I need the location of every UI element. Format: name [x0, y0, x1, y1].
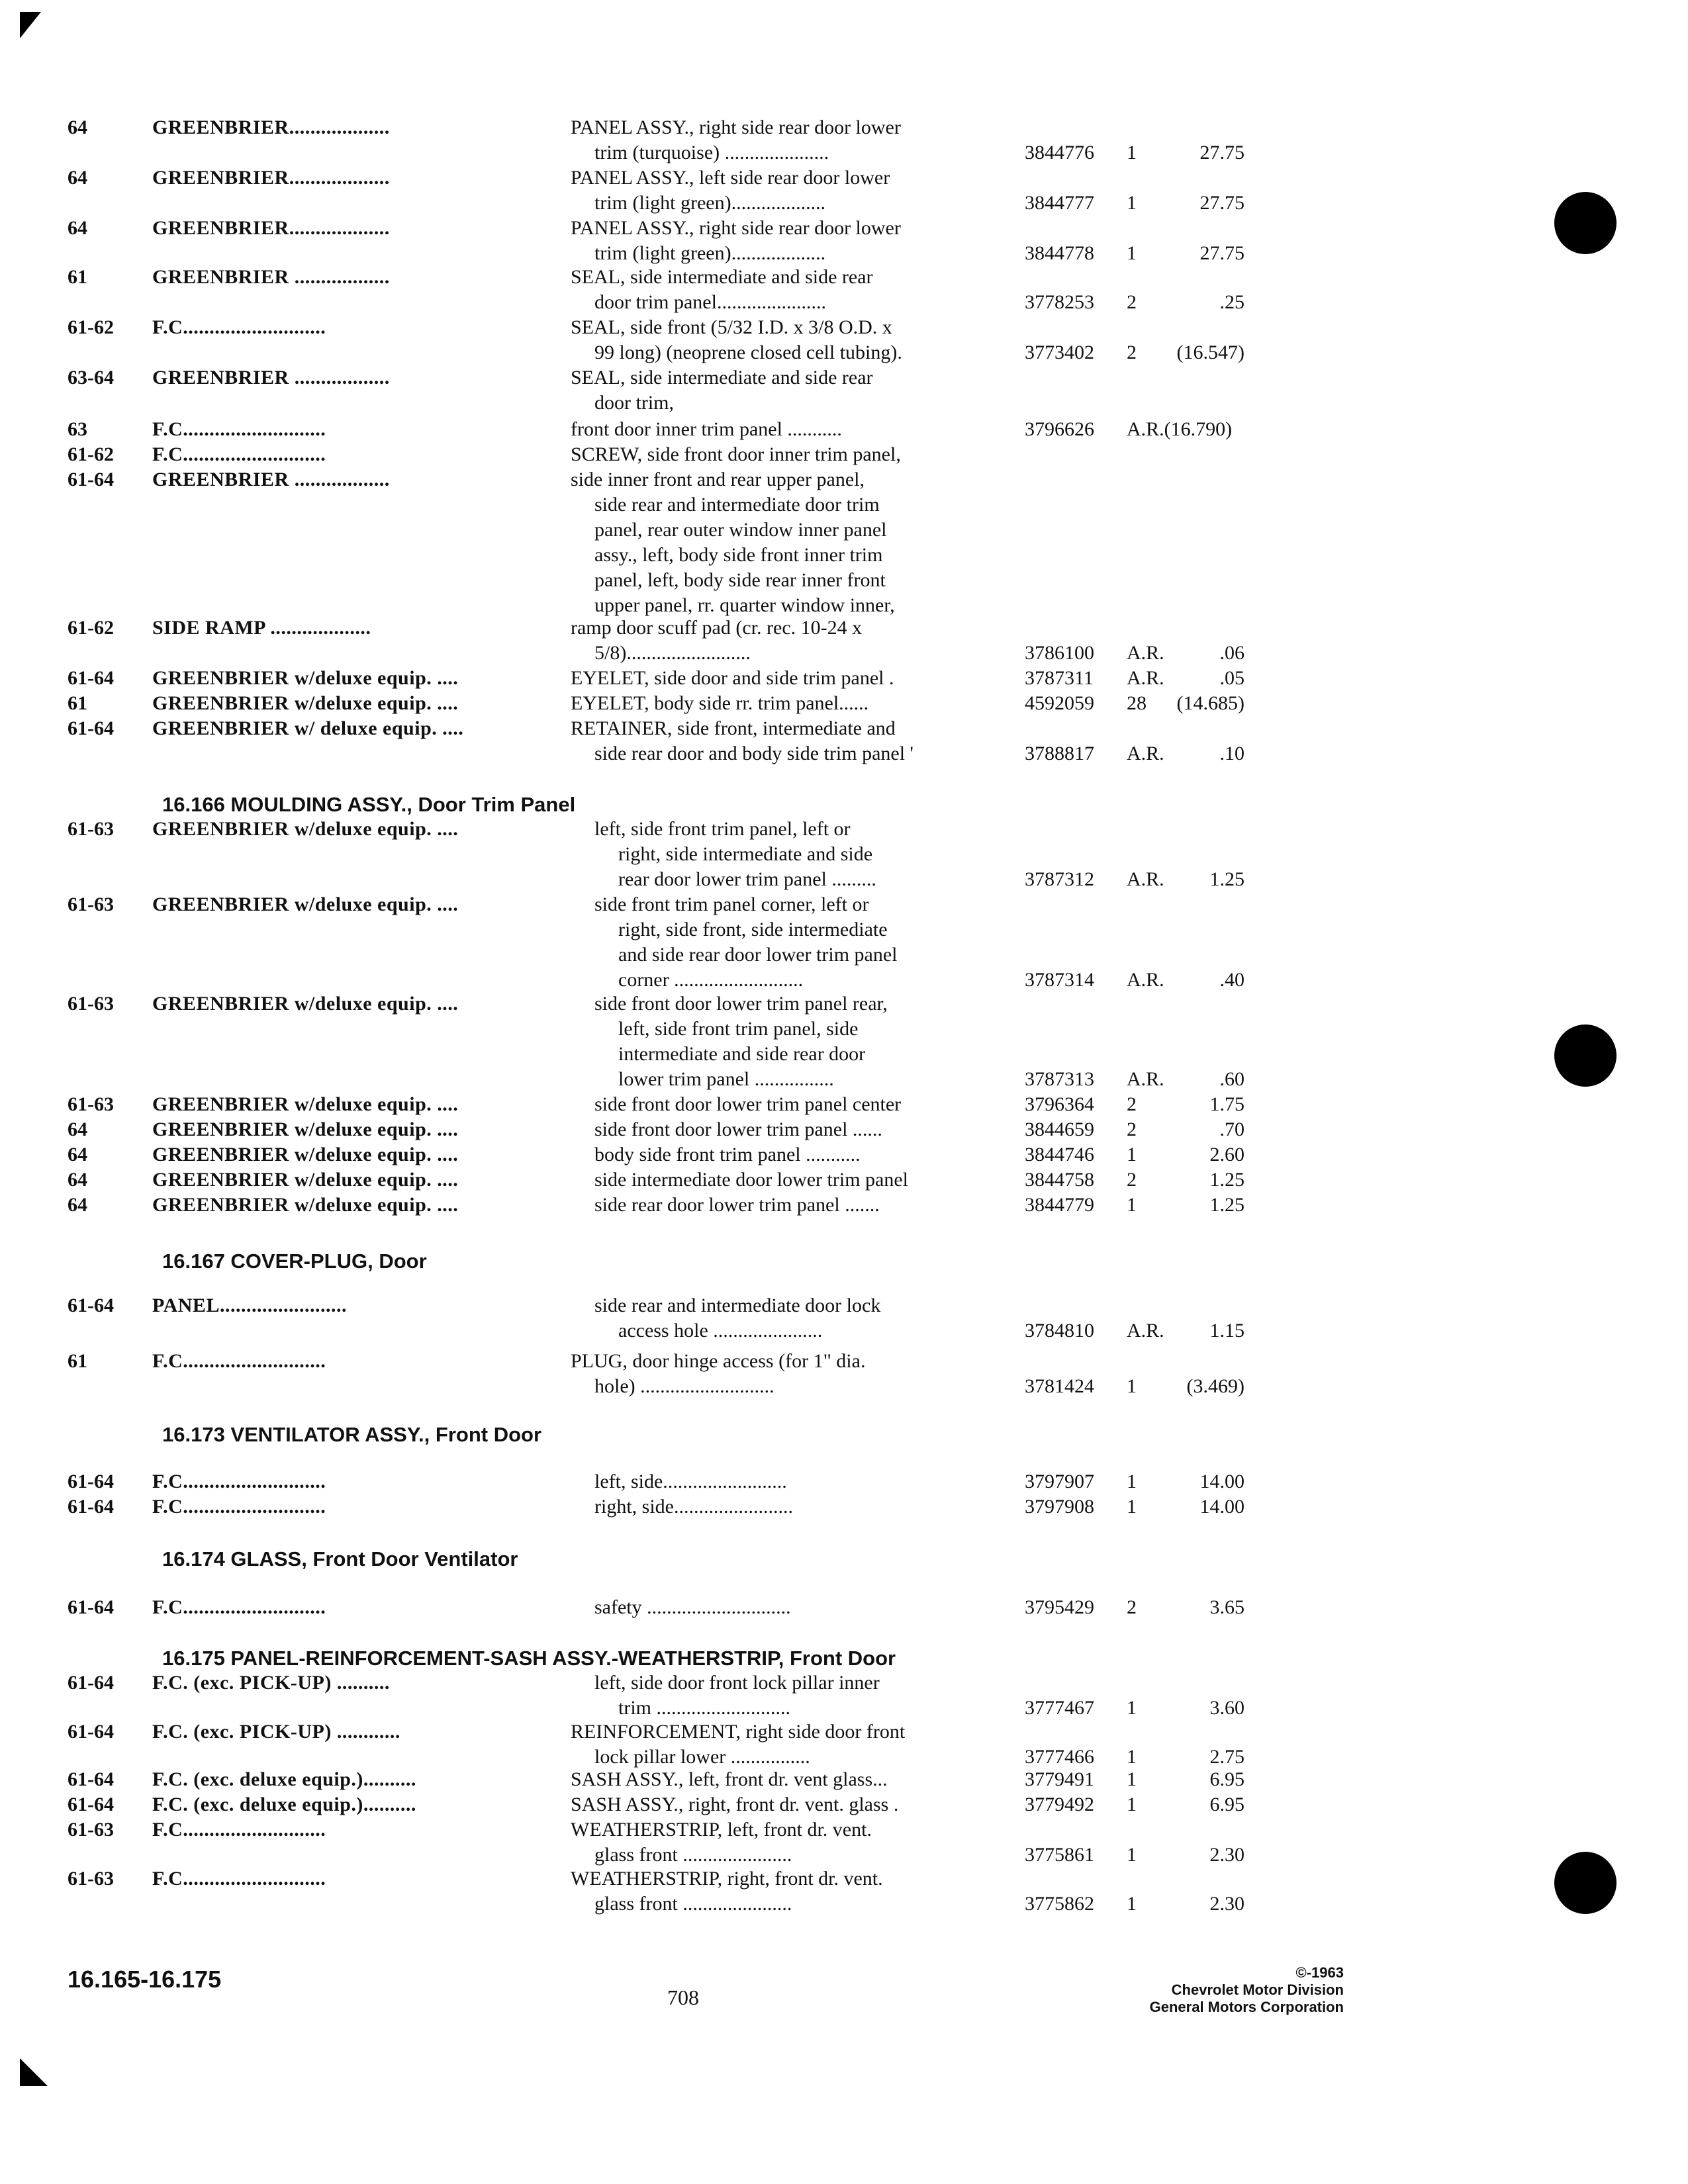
vehicle-model: GREENBRIER w/deluxe equip. .... [152, 1144, 459, 1165]
list-price: (14.685) [1176, 692, 1244, 714]
vehicle-model: PANEL........................ [152, 1295, 347, 1316]
vehicle-model: GREENBRIER w/deluxe equip. .... [152, 667, 459, 689]
model-year: 64 [68, 1118, 87, 1140]
quantity: A.R. [1127, 969, 1164, 991]
list-price: .06 [1219, 642, 1244, 664]
list-price: 27.75 [1199, 142, 1244, 163]
part-number: 3787313 [1025, 1068, 1094, 1090]
part-description-line: 5/8)......................... [594, 642, 751, 664]
part-number: 3781424 [1025, 1375, 1094, 1397]
part-description-line: EYELET, body side rr. trim panel...... [571, 692, 869, 714]
vehicle-model: F.C. (exc. deluxe equip.).......... [152, 1768, 416, 1790]
list-price: 27.75 [1199, 242, 1244, 264]
vehicle-model: GREENBRIER w/deluxe equip. .... [152, 818, 459, 840]
part-description-line: front door inner trim panel ........... [571, 418, 842, 440]
part-description-line: panel, left, body side rear inner front [594, 569, 886, 591]
part-description-line: 99 long) (neoprene closed cell tubing). [594, 341, 902, 363]
part-number: 3844758 [1025, 1169, 1094, 1191]
model-year: 61-63 [68, 818, 114, 840]
part-number: 3778253 [1025, 291, 1094, 313]
vehicle-model: GREENBRIER................... [152, 217, 390, 239]
part-description-line: left, side......................... [594, 1471, 787, 1492]
list-price: 1.25 [1209, 1169, 1244, 1191]
section-heading: 16.173 VENTILATOR ASSY., Front Door [162, 1423, 542, 1446]
part-description-line: WEATHERSTRIP, right, front dr. vent. [571, 1868, 883, 1889]
model-year: 61 [68, 266, 87, 288]
vehicle-model: F.C........................... [152, 1819, 326, 1841]
part-number: 3779492 [1025, 1794, 1094, 1815]
part-number: 3775862 [1025, 1893, 1094, 1915]
part-number: 3796626 [1025, 418, 1094, 440]
model-year: 61-64 [68, 1471, 114, 1492]
binder-punch-hole-icon [1554, 192, 1617, 254]
quantity: 2 [1127, 1118, 1137, 1140]
vehicle-model: F.C........................... [152, 1868, 326, 1889]
vehicle-model: SIDE RAMP ................... [152, 617, 371, 639]
part-number: 3777466 [1025, 1746, 1094, 1768]
part-description-line: body side front trim panel ........... [594, 1144, 861, 1165]
vehicle-model: F.C. (exc. PICK-UP) .......... [152, 1672, 390, 1694]
quantity: 1 [1127, 1496, 1137, 1518]
part-description-line: side rear and intermediate door trim [594, 494, 880, 516]
quantity: 28 [1127, 692, 1147, 714]
vehicle-model: F.C........................... [152, 1471, 326, 1492]
quantity: 1 [1127, 192, 1137, 214]
part-description-line: SCREW, side front door inner trim panel, [571, 443, 901, 465]
list-price: .70 [1219, 1118, 1244, 1140]
part-number: 3787314 [1025, 969, 1094, 991]
list-price: 14.00 [1199, 1496, 1244, 1518]
binder-punch-hole-icon [1554, 1024, 1617, 1087]
binder-punch-hole-icon [1554, 1852, 1617, 1914]
part-description-line: access hole ...................... [618, 1320, 823, 1342]
part-description-line: REINFORCEMENT, right side door front [571, 1721, 906, 1743]
vehicle-model: GREENBRIER .................. [152, 367, 390, 388]
part-number: 3784810 [1025, 1320, 1094, 1342]
list-price: 2.30 [1209, 1844, 1244, 1866]
part-description-line: trim (turquoise) ..................... [594, 142, 829, 163]
quantity: A.R. [1127, 667, 1164, 689]
part-number: 3844776 [1025, 142, 1094, 163]
section-range: 16.165-16.175 [68, 1966, 222, 1993]
list-price: .40 [1219, 969, 1244, 991]
part-description-line: assy., left, body side front inner trim [594, 544, 883, 566]
model-year: 61 [68, 692, 87, 714]
part-description-line: right, side front, side intermediate [618, 919, 888, 940]
quantity: 2 [1127, 291, 1137, 313]
part-number: 3773402 [1025, 341, 1094, 363]
part-description-line: PANEL ASSY., right side rear door lower [571, 116, 901, 138]
part-description-line: trim (light green)................... [594, 192, 826, 214]
part-description-line: door trim, [594, 392, 674, 414]
model-year: 63-64 [68, 367, 114, 388]
part-number: 3844746 [1025, 1144, 1094, 1165]
part-description-line: rear door lower trim panel ......... [618, 868, 876, 890]
vehicle-model: GREENBRIER w/deluxe equip. .... [152, 893, 459, 915]
quantity: 2 [1127, 1596, 1137, 1618]
model-year: 63 [68, 418, 87, 440]
part-description-line: EYELET, side door and side trim panel . [571, 667, 894, 689]
part-description-line: SEAL, side intermediate and side rear [571, 367, 873, 388]
model-year: 64 [68, 116, 87, 138]
list-price: .05 [1219, 667, 1244, 689]
quantity: 1 [1127, 1144, 1137, 1165]
quantity: 1 [1127, 1844, 1137, 1866]
part-number: 3844779 [1025, 1194, 1094, 1216]
vehicle-model: F.C. (exc. PICK-UP) ............ [152, 1721, 400, 1743]
quantity: A.R. [1127, 1320, 1164, 1342]
model-year: 61-63 [68, 1093, 114, 1115]
part-number: 3797908 [1025, 1496, 1094, 1518]
part-number: 3786100 [1025, 642, 1094, 664]
page-number: 708 [667, 1985, 699, 2009]
list-price: .60 [1219, 1068, 1244, 1090]
list-price: 2.75 [1209, 1746, 1244, 1768]
section-heading: 16.174 GLASS, Front Door Ventilator [162, 1547, 518, 1570]
part-description-line: right, side intermediate and side [618, 843, 873, 865]
part-description-line: side rear and intermediate door lock [594, 1295, 881, 1316]
part-number: 4592059 [1025, 692, 1094, 714]
vehicle-model: GREENBRIER w/deluxe equip. .... [152, 692, 459, 714]
list-price: 1.15 [1209, 1320, 1244, 1342]
model-year: 61-64 [68, 717, 114, 739]
quantity: A.R.(16.790) [1127, 418, 1233, 440]
part-description-line: ramp door scuff pad (cr. rec. 10-24 x [571, 617, 863, 639]
vehicle-model: GREENBRIER................... [152, 116, 390, 138]
part-description-line: PLUG, door hinge access (for 1" dia. [571, 1350, 866, 1372]
model-year: 61-64 [68, 1295, 114, 1316]
list-price: 27.75 [1199, 192, 1244, 214]
corner-registration-mark-top [20, 12, 41, 38]
vehicle-model: F.C........................... [152, 1496, 326, 1518]
model-year: 61-63 [68, 893, 114, 915]
part-description-line: panel, rear outer window inner panel [594, 519, 887, 541]
model-year: 64 [68, 1169, 87, 1191]
part-description-line: corner .......................... [618, 969, 804, 991]
part-number: 3787312 [1025, 868, 1094, 890]
part-number: 3777467 [1025, 1697, 1094, 1719]
model-year: 64 [68, 167, 87, 189]
quantity: 1 [1127, 1746, 1137, 1768]
model-year: 61-64 [68, 469, 114, 490]
list-price: 14.00 [1199, 1471, 1244, 1492]
part-number: 3788817 [1025, 743, 1094, 764]
part-number: 3844777 [1025, 192, 1094, 214]
vehicle-model: GREENBRIER w/ deluxe equip. .... [152, 717, 464, 739]
quantity: A.R. [1127, 1068, 1164, 1090]
part-number: 3775861 [1025, 1844, 1094, 1866]
part-number: 3844659 [1025, 1118, 1094, 1140]
part-description-line: intermediate and side rear door [618, 1043, 866, 1065]
part-description-line: left, side front trim panel, left or [594, 818, 851, 840]
quantity: A.R. [1127, 868, 1164, 890]
model-year: 61-62 [68, 316, 114, 338]
quantity: 1 [1127, 1794, 1137, 1815]
vehicle-model: GREENBRIER .................. [152, 469, 390, 490]
quantity: 1 [1127, 1194, 1137, 1216]
list-price: 3.60 [1209, 1697, 1244, 1719]
model-year: 61-64 [68, 1721, 114, 1743]
vehicle-model: F.C........................... [152, 418, 326, 440]
model-year: 61-63 [68, 1868, 114, 1889]
model-year: 64 [68, 1144, 87, 1165]
part-description-line: SASH ASSY., left, front dr. vent glass... [571, 1768, 888, 1790]
part-description-line: glass front ...................... [594, 1844, 792, 1866]
vehicle-model: GREENBRIER w/deluxe equip. .... [152, 1194, 459, 1216]
model-year: 61-64 [68, 667, 114, 689]
quantity: 1 [1127, 1471, 1137, 1492]
part-description-line: hole) ........................... [594, 1375, 774, 1397]
part-description-line: side rear door and body side trim panel ' [594, 743, 914, 764]
part-description-line: WEATHERSTRIP, left, front dr. vent. [571, 1819, 872, 1841]
model-year: 61-62 [68, 617, 114, 639]
part-description-line: side front door lower trim panel rear, [594, 993, 888, 1015]
list-price: 1.25 [1209, 868, 1244, 890]
model-year: 61 [68, 1350, 87, 1372]
list-price: 3.65 [1209, 1596, 1244, 1618]
model-year: 61-62 [68, 443, 114, 465]
list-price: (16.547) [1176, 341, 1244, 363]
vehicle-model: F.C........................... [152, 443, 326, 465]
vehicle-model: F.C........................... [152, 1596, 326, 1618]
list-price: 2.60 [1209, 1144, 1244, 1165]
quantity: 2 [1127, 341, 1137, 363]
part-number: 3779491 [1025, 1768, 1094, 1790]
model-year: 61-64 [68, 1496, 114, 1518]
list-price: .25 [1219, 291, 1244, 313]
list-price: 6.95 [1209, 1794, 1244, 1815]
vehicle-model: F.C........................... [152, 1350, 326, 1372]
vehicle-model: GREENBRIER w/deluxe equip. .... [152, 1118, 459, 1140]
part-description-line: side front door lower trim panel center [594, 1093, 902, 1115]
quantity: 1 [1127, 1697, 1137, 1719]
part-description-line: SEAL, side intermediate and side rear [571, 266, 873, 288]
list-price: 2.30 [1209, 1893, 1244, 1915]
model-year: 61-63 [68, 993, 114, 1015]
model-year: 64 [68, 217, 87, 239]
part-description-line: PANEL ASSY., left side rear door lower [571, 167, 890, 189]
quantity: 1 [1127, 242, 1137, 264]
part-number: 3797907 [1025, 1471, 1094, 1492]
part-number: 3844778 [1025, 242, 1094, 264]
quantity: 1 [1127, 1375, 1137, 1397]
quantity: 2 [1127, 1169, 1137, 1191]
part-description-line: side front door lower trim panel ...... [594, 1118, 882, 1140]
model-year: 61-64 [68, 1672, 114, 1694]
vehicle-model: GREENBRIER .................. [152, 266, 390, 288]
vehicle-model: GREENBRIER................... [152, 167, 390, 189]
list-price: 1.75 [1209, 1093, 1244, 1115]
vehicle-model: GREENBRIER w/deluxe equip. .... [152, 993, 459, 1015]
part-description-line: trim (light green)................... [594, 242, 826, 264]
part-description-line: left, side door front lock pillar inner [594, 1672, 880, 1694]
corner-registration-mark-bottom [20, 2058, 48, 2086]
model-year: 61-64 [68, 1768, 114, 1790]
part-description-line: glass front ...................... [594, 1893, 792, 1915]
part-description-line: side intermediate door lower trim panel [594, 1169, 909, 1191]
quantity: 1 [1127, 142, 1137, 163]
part-description-line: safety ............................. [594, 1596, 791, 1618]
section-heading: 16.166 MOULDING ASSY., Door Trim Panel [162, 793, 576, 816]
part-description-line: side inner front and rear upper panel, [571, 469, 865, 490]
list-price: 1.25 [1209, 1194, 1244, 1216]
section-heading: 16.167 COVER-PLUG, Door [162, 1250, 427, 1273]
model-year: 61-63 [68, 1819, 114, 1841]
part-description-line: door trim panel...................... [594, 291, 826, 313]
copyright-line: General Motors Corporation [1149, 1999, 1344, 2015]
copyright-line: ©-1963 [1295, 1964, 1344, 1981]
list-price: .10 [1219, 743, 1244, 764]
part-description-line: right, side........................ [594, 1496, 793, 1518]
vehicle-model: GREENBRIER w/deluxe equip. .... [152, 1093, 459, 1115]
part-description-line: lock pillar lower ................ [594, 1746, 810, 1768]
copyright-block [1150, 1964, 1344, 2016]
quantity: 1 [1127, 1768, 1137, 1790]
part-number: 3787311 [1025, 667, 1094, 689]
vehicle-model: GREENBRIER w/deluxe equip. .... [152, 1169, 459, 1191]
part-number: 3796364 [1025, 1093, 1094, 1115]
quantity: 2 [1127, 1093, 1137, 1115]
model-year: 64 [68, 1194, 87, 1216]
vehicle-model: F.C. (exc. deluxe equip.).......... [152, 1794, 416, 1815]
part-description-line: SEAL, side front (5/32 I.D. x 3/8 O.D. x [571, 316, 892, 338]
part-description-line: SASH ASSY., right, front dr. vent. glass . [571, 1794, 899, 1815]
part-description-line: upper panel, rr. quarter window inner, [594, 594, 895, 616]
model-year: 61-64 [68, 1794, 114, 1815]
part-description-line: RETAINER, side front, intermediate and [571, 717, 896, 739]
part-number: 3795429 [1025, 1596, 1094, 1618]
part-description-line: side rear door lower trim panel ....... [594, 1194, 880, 1216]
model-year: 61-64 [68, 1596, 114, 1618]
quantity: 1 [1127, 1893, 1137, 1915]
part-description-line: PANEL ASSY., right side rear door lower [571, 217, 901, 239]
section-heading: 16.175 PANEL-REINFORCEMENT-SASH ASSY.-WEATHERSTRIP, Front Door [162, 1647, 896, 1670]
quantity: A.R. [1127, 642, 1164, 664]
list-price: 6.95 [1209, 1768, 1244, 1790]
copyright-line: Chevrolet Motor Division [1171, 1981, 1344, 1998]
part-description-line: lower trim panel ................ [618, 1068, 834, 1090]
vehicle-model: F.C........................... [152, 316, 326, 338]
part-description-line: side front trim panel corner, left or [594, 893, 869, 915]
part-description-line: and side rear door lower trim panel [618, 944, 898, 966]
quantity: A.R. [1127, 743, 1164, 764]
part-description-line: trim ........................... [618, 1697, 790, 1719]
part-description-line: left, side front trim panel, side [618, 1018, 859, 1040]
list-price: (3.469) [1186, 1375, 1244, 1397]
